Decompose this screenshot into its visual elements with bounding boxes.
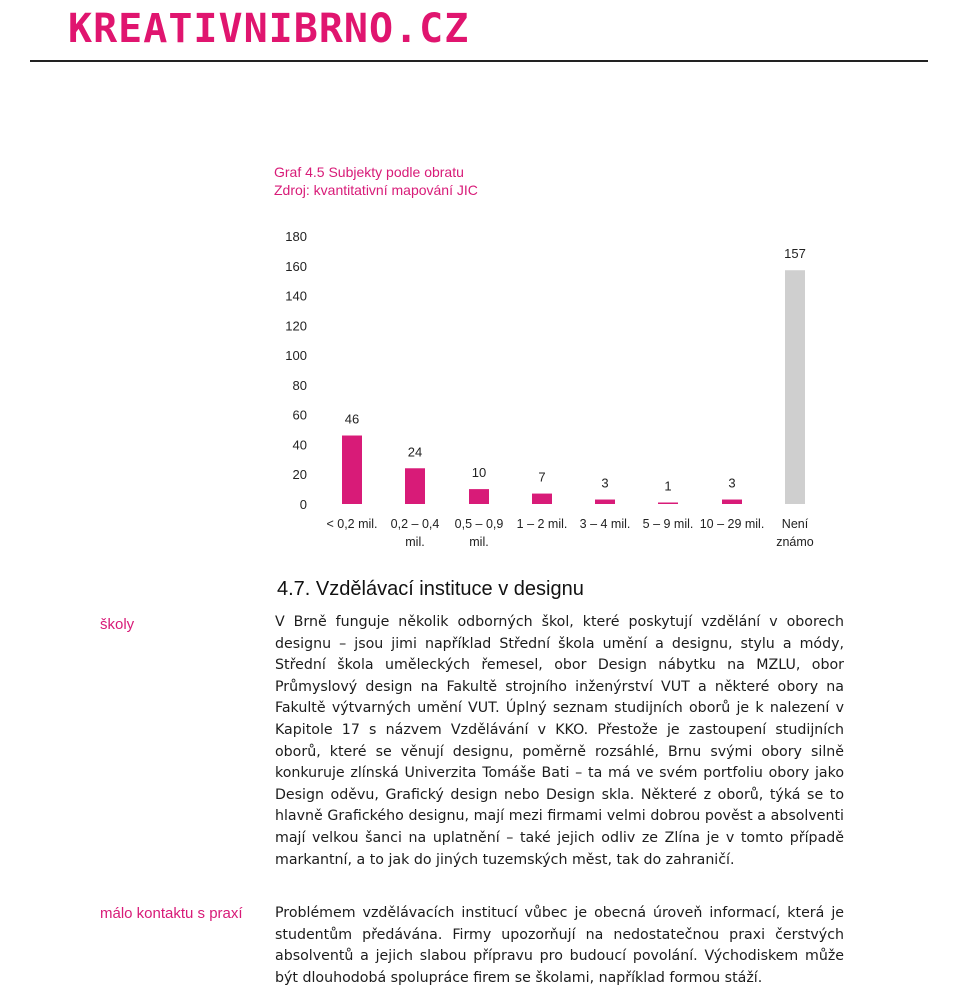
bar: [405, 468, 425, 504]
data-label: 7: [538, 469, 546, 485]
figure-caption-title: Graf 4.5 Subjekty podle obratu: [274, 164, 464, 180]
bar: [595, 500, 615, 504]
bar: [722, 500, 742, 504]
bar: [658, 503, 678, 505]
y-tick-label: 100: [285, 348, 307, 364]
data-label: 3: [601, 475, 609, 491]
bar: [342, 436, 362, 504]
bar: [532, 494, 552, 504]
y-tick-label: 140: [285, 288, 307, 304]
data-label: 1: [664, 478, 672, 494]
body-paragraph: Problémem vzdělávacích institucí vůbec je obecná úroveň informací, která je studentům předávána. Firmy upozorňují na nedostatečnou praxi čerstvých absolventů a jejich slabou přípravu pro budoucí povolání. Východiskem může být dlouhodobá spolupráce firem se školami, například formou stáží.: [275, 905, 844, 986]
data-label: 3: [728, 475, 736, 491]
bar: [785, 270, 805, 504]
category-label: 5 – 9 mil.: [642, 517, 694, 531]
body-paragraph: V Brně funguje několik odborných škol, které poskytují vzdělání v oborech designu – jsou jimi například Střední škola umění a designu, stylu a módy, Střední škola uměleckých řemesel, obor Design nábytku na MZLU, obor Průmyslový design na Fakultě strojního inženýrství VUT a některé obory na Fakultě výtvarných umění VUT. Úplný seznam studijních oborů je k nalezení v Kapitole 17 s názvem Vzdělávání v KKO. Přestože je zastoupení studijních oborů, které se věnují designu, poměrně rozsáhlé, Brnu svými obory silně konkuruje zlínská Univerzita Tomáše Bati – ta má ve svém portfoliu obory jako Design oděvu, Grafický design nebo Design skla. Některé z oborů, týká se to hlavně Grafického designu, mají mezi firmami velmi dobrou pověst a absolventi mají velkou šanci na uplatnění – také jejich odliv ze Zlína je v tomto případě markantní, a to jak do jiných tuzemských měst, tak do zahraničí.: [275, 614, 844, 868]
margin-note-malo-kontaktu: málo kontaktu s praxí: [100, 905, 243, 922]
y-tick-label: 20: [292, 467, 307, 483]
category-label: 10 – 29 mil.: [699, 517, 765, 531]
category-label: 1 – 2 mil.: [516, 517, 568, 531]
data-label: 10: [471, 465, 487, 481]
data-label: 24: [407, 444, 423, 460]
y-tick-label: 160: [285, 258, 307, 274]
category-label: mil.: [405, 535, 425, 549]
y-tick-label: 0: [299, 497, 307, 512]
site-logo: KREATIVNIBRNO.CZ: [68, 6, 470, 52]
category-label: < 0,2 mil.: [326, 517, 378, 531]
category-label: známo: [776, 535, 814, 549]
y-tick-label: 40: [292, 437, 307, 453]
y-tick-label: 180: [285, 229, 307, 244]
bar: [469, 489, 489, 504]
category-label: Není: [781, 517, 809, 531]
y-tick-label: 60: [292, 407, 307, 423]
figure-caption-source: Zdroj: kvantitativní mapování JIC: [274, 182, 478, 198]
category-label: mil.: [469, 535, 489, 549]
data-label: 46: [344, 411, 360, 427]
margin-note-skoly: školy: [100, 616, 135, 633]
category-label: 0,5 – 0,9: [454, 517, 504, 531]
data-label: 157: [784, 246, 806, 262]
category-label: 0,2 – 0,4: [390, 517, 440, 531]
y-tick-label: 120: [285, 318, 307, 334]
category-label: 3 – 4 mil.: [579, 517, 631, 531]
y-tick-label: 80: [292, 377, 307, 393]
section-title: 4.7. Vzdělávací instituce v designu: [277, 578, 584, 600]
